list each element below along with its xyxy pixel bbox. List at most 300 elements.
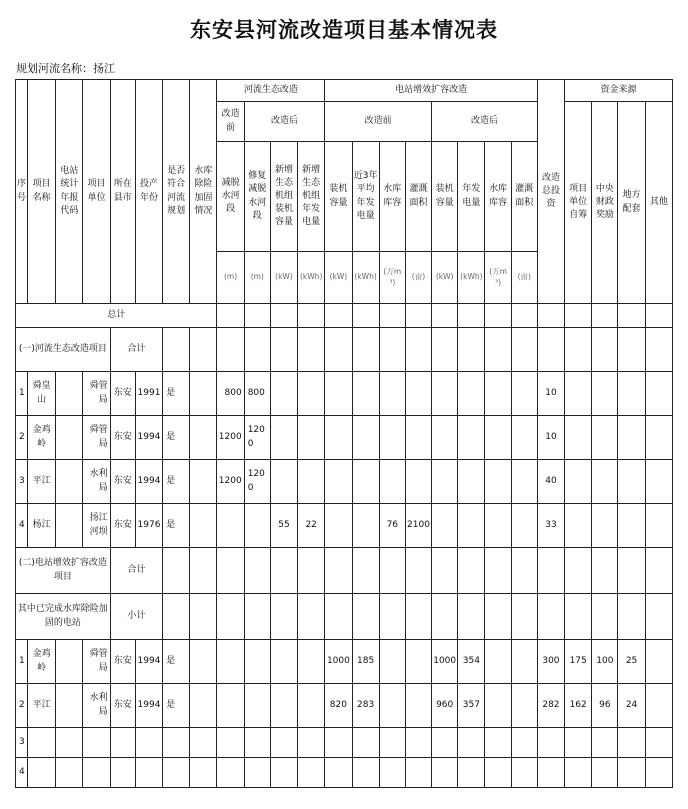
empty-cell bbox=[163, 594, 190, 640]
table-row bbox=[16, 504, 673, 548]
header-eco-before: 改造前 bbox=[217, 102, 244, 142]
table-cell: 300 bbox=[537, 640, 564, 684]
empty-cell bbox=[485, 504, 511, 548]
river-name-line bbox=[16, 60, 115, 76]
table-cell: 1976 bbox=[135, 504, 162, 548]
empty-cell bbox=[379, 640, 405, 684]
empty-cell bbox=[645, 304, 672, 328]
table-cell bbox=[217, 504, 244, 548]
header-new-output: 新增生态机组年发电量 bbox=[298, 142, 325, 252]
header-exp-group: 电站增效扩容改造 bbox=[325, 80, 538, 102]
unit-cell: (kWh) bbox=[298, 252, 325, 304]
empty-cell bbox=[352, 304, 379, 328]
empty-cell bbox=[190, 460, 217, 504]
empty-cell bbox=[511, 504, 537, 548]
unit-cell: (亩) bbox=[405, 252, 431, 304]
table-cell: 1200 bbox=[217, 460, 244, 504]
empty-cell bbox=[565, 304, 592, 328]
empty-cell bbox=[405, 758, 431, 788]
empty-cell bbox=[485, 416, 511, 460]
empty-cell bbox=[458, 372, 485, 416]
unit-cell: (m) bbox=[217, 252, 244, 304]
section-exp-total: 合计 bbox=[110, 548, 162, 594]
table-cell bbox=[270, 460, 297, 504]
empty-cell bbox=[511, 640, 537, 684]
table-cell: 25 bbox=[618, 640, 645, 684]
table-cell: 平江 bbox=[28, 684, 56, 728]
empty-cell bbox=[485, 548, 511, 594]
section-eco-total: 合计 bbox=[110, 328, 162, 372]
empty-cell bbox=[110, 758, 135, 788]
header-project-name: 项目名称 bbox=[28, 80, 56, 304]
table-cell: 舜皇山 bbox=[28, 372, 56, 416]
empty-cell bbox=[298, 304, 325, 328]
table-cell bbox=[298, 416, 325, 460]
empty-cell bbox=[352, 504, 379, 548]
empty-cell bbox=[352, 758, 379, 788]
header-reduced-river: 减脱水河段 bbox=[217, 142, 244, 252]
empty-cell bbox=[565, 728, 592, 758]
empty-cell bbox=[135, 758, 162, 788]
empty-cell bbox=[163, 548, 190, 594]
table-cell bbox=[379, 460, 405, 504]
grand-total-label: 总计 bbox=[16, 304, 217, 328]
empty-cell bbox=[405, 328, 431, 372]
empty-cell bbox=[298, 758, 325, 788]
empty-cell bbox=[56, 728, 83, 758]
empty-cell bbox=[56, 416, 83, 460]
table-cell: 东安 bbox=[110, 640, 135, 684]
empty-cell bbox=[537, 758, 564, 788]
table-cell: 1994 bbox=[135, 640, 162, 684]
empty-cell bbox=[110, 728, 135, 758]
empty-cell bbox=[458, 328, 485, 372]
header-irrigation-area-after: 灌溉面积 bbox=[511, 142, 537, 252]
table-cell: 水利局 bbox=[83, 684, 110, 728]
empty-cell bbox=[352, 728, 379, 758]
table-cell: 是 bbox=[163, 460, 190, 504]
empty-cell bbox=[325, 504, 352, 548]
empty-cell bbox=[244, 684, 270, 728]
empty-cell bbox=[592, 304, 618, 328]
table-cell: 283 bbox=[352, 684, 379, 728]
empty-cell bbox=[298, 640, 325, 684]
empty-cell bbox=[618, 416, 645, 460]
empty-cell bbox=[217, 728, 244, 758]
empty-cell bbox=[458, 728, 485, 758]
unit-cell: (万m³) bbox=[379, 252, 405, 304]
header-installed-capacity: 装机容量 bbox=[325, 142, 352, 252]
empty-cell bbox=[163, 728, 190, 758]
empty-cell bbox=[592, 372, 618, 416]
empty-cell bbox=[190, 416, 217, 460]
empty-cell bbox=[565, 328, 592, 372]
empty-cell bbox=[645, 640, 672, 684]
empty-cell bbox=[485, 728, 511, 758]
empty-cell bbox=[618, 594, 645, 640]
empty-cell bbox=[190, 594, 217, 640]
table-cell: 东安 bbox=[110, 416, 135, 460]
empty-cell bbox=[244, 728, 270, 758]
empty-cell bbox=[618, 460, 645, 504]
table-cell: 800 bbox=[217, 372, 244, 416]
table-cell: 扬江河坝 bbox=[83, 504, 110, 548]
empty-cell bbox=[270, 758, 297, 788]
table-cell: 3 bbox=[16, 728, 28, 758]
header-seq: 序号 bbox=[16, 80, 28, 304]
empty-cell bbox=[618, 504, 645, 548]
header-repaired-river: 修复减脱水河段 bbox=[244, 142, 270, 252]
table-cell: 4 bbox=[16, 504, 28, 548]
header-eco-group: 河流生态改造 bbox=[217, 80, 325, 102]
empty-cell bbox=[645, 460, 672, 504]
empty-cell bbox=[645, 504, 672, 548]
table-row bbox=[16, 684, 673, 728]
table-cell: 55 bbox=[270, 504, 297, 548]
empty-cell bbox=[485, 372, 511, 416]
empty-cell bbox=[565, 594, 592, 640]
empty-cell bbox=[592, 504, 618, 548]
empty-cell bbox=[511, 304, 537, 328]
empty-cell bbox=[485, 304, 511, 328]
header-reinforced: 水库除险加固情况 bbox=[190, 80, 217, 304]
table-row bbox=[16, 460, 673, 504]
header-row-1 bbox=[16, 80, 673, 102]
table-cell bbox=[379, 372, 405, 416]
table-cell: 舜管局 bbox=[83, 372, 110, 416]
empty-cell bbox=[432, 460, 458, 504]
page-title: 东安县河流改造项目基本情况表 bbox=[190, 17, 498, 42]
empty-cell bbox=[163, 758, 190, 788]
empty-cell bbox=[618, 548, 645, 594]
empty-cell bbox=[511, 684, 537, 728]
table-cell bbox=[270, 416, 297, 460]
subsection-subtotal: 小计 bbox=[110, 594, 162, 640]
header-new-capacity: 新增生态机组装机容量 bbox=[270, 142, 297, 252]
empty-cell bbox=[56, 684, 83, 728]
table-cell: 舜管局 bbox=[83, 640, 110, 684]
empty-cell bbox=[325, 594, 352, 640]
empty-cell bbox=[217, 640, 244, 684]
header-reservoir-capacity-after: 水库库容 bbox=[485, 142, 511, 252]
header-county: 所在县市 bbox=[110, 80, 135, 304]
table-cell bbox=[405, 460, 431, 504]
empty-cell bbox=[190, 372, 217, 416]
empty-cell bbox=[298, 548, 325, 594]
empty-cell bbox=[432, 504, 458, 548]
empty-cell bbox=[190, 684, 217, 728]
empty-cell bbox=[458, 594, 485, 640]
empty-cell bbox=[485, 640, 511, 684]
empty-cell bbox=[405, 548, 431, 594]
empty-cell bbox=[352, 594, 379, 640]
table-cell: 金鸡岭 bbox=[28, 640, 56, 684]
header-annual-output: 年发电量 bbox=[458, 142, 485, 252]
table-cell: 800 bbox=[244, 372, 270, 416]
header-eco-after: 改造后 bbox=[244, 102, 325, 142]
empty-cell bbox=[244, 594, 270, 640]
table-cell: 76 bbox=[379, 504, 405, 548]
table-row bbox=[16, 372, 673, 416]
unit-cell: (kW) bbox=[432, 252, 458, 304]
header-total-investment bbox=[537, 80, 564, 304]
unit-cell: (m) bbox=[244, 252, 270, 304]
table-cell: 175 bbox=[565, 640, 592, 684]
table-cell: 1000 bbox=[432, 640, 458, 684]
empty-cell bbox=[405, 594, 431, 640]
table-cell: 杨江 bbox=[28, 504, 56, 548]
empty-cell bbox=[592, 548, 618, 594]
table-cell: 96 bbox=[592, 684, 618, 728]
empty-cell bbox=[432, 304, 458, 328]
table-cell: 东安 bbox=[110, 460, 135, 504]
empty-cell bbox=[217, 594, 244, 640]
empty-cell bbox=[28, 758, 56, 788]
empty-cell bbox=[28, 728, 56, 758]
empty-cell bbox=[83, 728, 110, 758]
empty-cell bbox=[379, 684, 405, 728]
table-cell: 1991 bbox=[135, 372, 162, 416]
empty-cell bbox=[405, 304, 431, 328]
empty-cell bbox=[190, 548, 217, 594]
empty-cell bbox=[645, 758, 672, 788]
empty-cell bbox=[325, 548, 352, 594]
empty-cell bbox=[645, 548, 672, 594]
empty-cell bbox=[56, 460, 83, 504]
empty-cell bbox=[645, 328, 672, 372]
table-cell: 是 bbox=[163, 504, 190, 548]
header-code: 电站统计年报代码 bbox=[56, 80, 83, 304]
empty-cell bbox=[56, 372, 83, 416]
unit-cell: (亩) bbox=[511, 252, 537, 304]
table-cell: 282 bbox=[537, 684, 564, 728]
empty-cell bbox=[511, 460, 537, 504]
empty-cell bbox=[458, 460, 485, 504]
empty-cell bbox=[432, 594, 458, 640]
empty-cell bbox=[56, 640, 83, 684]
table-cell: 是 bbox=[163, 416, 190, 460]
empty-cell bbox=[135, 728, 162, 758]
empty-cell bbox=[458, 416, 485, 460]
empty-cell bbox=[270, 640, 297, 684]
empty-cell bbox=[511, 594, 537, 640]
empty-cell bbox=[537, 328, 564, 372]
unit-cell: (kW) bbox=[270, 252, 297, 304]
header-reservoir-capacity: 水库库容 bbox=[379, 142, 405, 252]
empty-cell bbox=[592, 328, 618, 372]
section-exp-label: (二)电站增效扩容改造项目 bbox=[16, 548, 111, 594]
table-cell: 1994 bbox=[135, 684, 162, 728]
table-cell: 4 bbox=[16, 758, 28, 788]
header-self-fund: 项目单位自筹 bbox=[565, 102, 592, 304]
empty-cell bbox=[565, 758, 592, 788]
header-irrigation-area: 灌溉面积 bbox=[405, 142, 431, 252]
table-cell bbox=[379, 416, 405, 460]
table-cell: 2100 bbox=[405, 504, 431, 548]
table-cell: 1200 bbox=[244, 416, 270, 460]
empty-cell bbox=[458, 548, 485, 594]
empty-cell bbox=[458, 758, 485, 788]
river-name-value: 扬江 bbox=[93, 62, 115, 75]
empty-cell bbox=[511, 416, 537, 460]
header-compliant: 是否符合河流规划 bbox=[163, 80, 190, 304]
empty-cell bbox=[190, 758, 217, 788]
table-cell: 10 bbox=[537, 372, 564, 416]
empty-cell bbox=[565, 504, 592, 548]
empty-cell bbox=[217, 684, 244, 728]
table-cell: 舜管局 bbox=[83, 416, 110, 460]
table-cell: 平江 bbox=[28, 460, 56, 504]
empty-cell bbox=[537, 594, 564, 640]
empty-cell bbox=[217, 304, 244, 328]
river-name-label: 规划河流名称： bbox=[16, 62, 93, 75]
empty-cell bbox=[325, 416, 352, 460]
header-central: 中央财政奖励 bbox=[592, 102, 618, 304]
empty-cell bbox=[511, 758, 537, 788]
empty-cell bbox=[244, 328, 270, 372]
empty-cell bbox=[352, 416, 379, 460]
empty-cell bbox=[565, 548, 592, 594]
empty-cell bbox=[405, 640, 431, 684]
empty-cell bbox=[244, 758, 270, 788]
empty-cell bbox=[432, 372, 458, 416]
table-cell: 东安 bbox=[110, 504, 135, 548]
grand-total-row bbox=[16, 304, 673, 328]
empty-cell bbox=[592, 594, 618, 640]
empty-cell bbox=[83, 758, 110, 788]
empty-cell bbox=[270, 548, 297, 594]
table-cell: 1200 bbox=[244, 460, 270, 504]
empty-cell bbox=[432, 328, 458, 372]
empty-cell bbox=[592, 758, 618, 788]
empty-cell bbox=[270, 684, 297, 728]
empty-cell bbox=[458, 304, 485, 328]
table-row bbox=[16, 640, 673, 684]
table-cell: 40 bbox=[537, 460, 564, 504]
header-unit: 项目单位 bbox=[83, 80, 110, 304]
empty-cell bbox=[352, 372, 379, 416]
empty-cell bbox=[405, 684, 431, 728]
table-cell: 是 bbox=[163, 640, 190, 684]
empty-cell bbox=[190, 728, 217, 758]
empty-cell bbox=[217, 548, 244, 594]
empty-cell bbox=[618, 304, 645, 328]
table-row bbox=[16, 416, 673, 460]
empty-cell bbox=[405, 728, 431, 758]
empty-cell bbox=[56, 758, 83, 788]
empty-cell bbox=[352, 548, 379, 594]
empty-cell bbox=[325, 304, 352, 328]
table-cell bbox=[405, 372, 431, 416]
unit-cell: (kW) bbox=[325, 252, 352, 304]
empty-cell bbox=[511, 328, 537, 372]
empty-cell bbox=[56, 504, 83, 548]
table-cell: 22 bbox=[298, 504, 325, 548]
header-year: 投产年份 bbox=[135, 80, 162, 304]
empty-cell bbox=[163, 328, 190, 372]
table-cell: 33 bbox=[537, 504, 564, 548]
table-cell: 1 bbox=[16, 640, 28, 684]
table-cell: 820 bbox=[325, 684, 352, 728]
empty-cell bbox=[592, 728, 618, 758]
table-cell: 1994 bbox=[135, 460, 162, 504]
empty-cell bbox=[298, 684, 325, 728]
empty-cell bbox=[537, 304, 564, 328]
empty-cell bbox=[511, 372, 537, 416]
section-eco-label: (一)河流生态改造项目 bbox=[16, 328, 111, 372]
empty-cell bbox=[217, 328, 244, 372]
empty-cell bbox=[244, 548, 270, 594]
header-local: 地方配套 bbox=[618, 102, 645, 304]
empty-cell bbox=[244, 640, 270, 684]
table-row bbox=[16, 758, 673, 788]
table-cell: 金鸡岭 bbox=[28, 416, 56, 460]
empty-cell bbox=[618, 758, 645, 788]
table-cell: 10 bbox=[537, 416, 564, 460]
empty-cell bbox=[645, 728, 672, 758]
unit-cell: (kWh) bbox=[458, 252, 485, 304]
table-cell: 东安 bbox=[110, 684, 135, 728]
table-cell: 357 bbox=[458, 684, 485, 728]
table-cell bbox=[270, 372, 297, 416]
empty-cell bbox=[511, 728, 537, 758]
unit-cell: (kWh) bbox=[352, 252, 379, 304]
project-table bbox=[15, 79, 673, 788]
table-cell bbox=[298, 372, 325, 416]
table-cell: 水利局 bbox=[83, 460, 110, 504]
table-row bbox=[16, 728, 673, 758]
header-other: 其他 bbox=[645, 102, 672, 304]
empty-cell bbox=[618, 728, 645, 758]
empty-cell bbox=[379, 328, 405, 372]
empty-cell bbox=[432, 416, 458, 460]
empty-cell bbox=[270, 328, 297, 372]
empty-cell bbox=[379, 594, 405, 640]
empty-cell bbox=[325, 460, 352, 504]
empty-cell bbox=[298, 328, 325, 372]
empty-cell bbox=[379, 728, 405, 758]
table-cell: 2 bbox=[16, 684, 28, 728]
empty-cell bbox=[618, 328, 645, 372]
header-fund-group: 资金来源 bbox=[565, 80, 673, 102]
header-exp-before: 改造前 bbox=[325, 102, 432, 142]
table-cell: 354 bbox=[458, 640, 485, 684]
table-cell: 是 bbox=[163, 372, 190, 416]
section-exp-row bbox=[16, 548, 673, 594]
empty-cell bbox=[458, 504, 485, 548]
empty-cell bbox=[485, 328, 511, 372]
empty-cell bbox=[270, 304, 297, 328]
empty-cell bbox=[325, 758, 352, 788]
empty-cell bbox=[379, 758, 405, 788]
table-cell: 24 bbox=[618, 684, 645, 728]
empty-cell bbox=[432, 758, 458, 788]
empty-cell bbox=[592, 416, 618, 460]
table-cell: 1994 bbox=[135, 416, 162, 460]
empty-cell bbox=[645, 372, 672, 416]
table-cell bbox=[405, 416, 431, 460]
empty-cell bbox=[565, 416, 592, 460]
empty-cell bbox=[217, 758, 244, 788]
empty-cell bbox=[270, 728, 297, 758]
empty-cell bbox=[485, 594, 511, 640]
empty-cell bbox=[565, 460, 592, 504]
empty-cell bbox=[485, 460, 511, 504]
empty-cell bbox=[325, 372, 352, 416]
total-investment-label: 改造总投资 bbox=[541, 172, 560, 210]
empty-cell bbox=[432, 728, 458, 758]
subsection-completed-row bbox=[16, 594, 673, 640]
